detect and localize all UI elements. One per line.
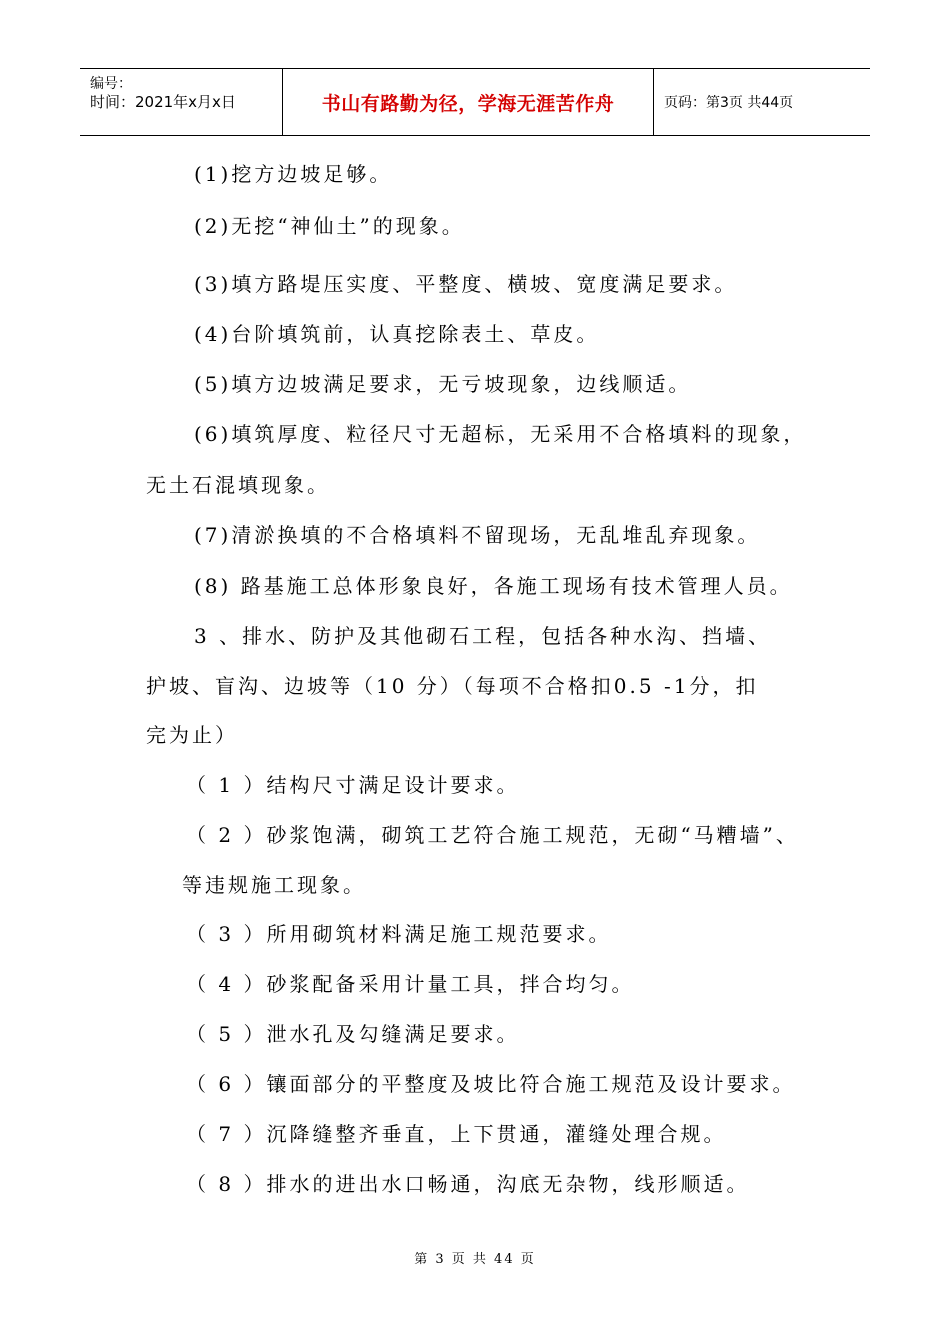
header-page-code: 页码：第3页 共44页 [664,95,794,111]
header-motto-cell [282,69,654,135]
body-line: （ 1 ）结构尺寸满足设计要求。 [186,773,520,797]
body-line: 等违规施工现象。 [182,873,366,897]
body-line: (6)填筑厚度、粒径尺寸无超标，无采用不合格填料的现象， [194,422,807,446]
body-line: (7)清淤换填的不合格填料不留现场，无乱堆乱弃现象。 [194,523,761,547]
page-footer: 第 3 页 共 44 页 [414,1252,536,1267]
document-number-label: 编号： [90,76,132,92]
body-line: 无土石混填现象。 [146,473,330,497]
body-line: （ 8 ）排水的进出水口畅通，沟底无杂物，线形顺适。 [186,1172,750,1196]
body-line: 护坡、盲沟、边坡等（10 分）（每项不合格扣0.5 -1分，扣 [146,674,759,698]
body-line: （ 6 ）镶面部分的平整度及坡比符合施工规范及设计要求。 [186,1072,796,1096]
page-header [80,68,870,136]
body-line: （ 3 ）所用砌筑材料满足施工规范要求。 [186,922,612,946]
body-line: （ 7 ）沉降缝整齐垂直，上下贯通，灌缝处理合规。 [186,1122,727,1146]
body-line: （ 5 ）泄水孔及勾缝满足要求。 [186,1022,520,1046]
document-date-label: 时间：2021年x月x日 [90,93,236,111]
body-line: (8) 路基施工总体形象良好，各施工现场有技术管理人员。 [194,574,793,598]
body-line: (5)填方边坡满足要求，无亏坡现象，边线顺适。 [194,372,692,396]
body-line: (1)挖方边坡足够。 [194,162,393,186]
body-line: (2)无挖“神仙土”的现象。 [194,214,465,238]
header-motto: 书山有路勤为径，学海无涯苦作舟 [321,92,615,115]
body-line: (4)台阶填筑前，认真挖除表土、草皮。 [194,322,600,346]
body-line: 3 、排水、防护及其他砌石工程，包括各种水沟、挡墙、 [194,624,772,648]
body-line: （ 2 ）砂浆饱满，砌筑工艺符合施工规范，无砌“马糟墙”、 [186,823,799,847]
body-line: 完为止） [146,723,238,747]
body-line: （ 4 ）砂浆配备采用计量工具，拌合均匀。 [186,972,635,996]
body-line: (3)填方路堤压实度、平整度、横坡、宽度满足要求。 [194,272,738,296]
header-info-cell [80,69,282,135]
header-page-cell [654,69,870,135]
